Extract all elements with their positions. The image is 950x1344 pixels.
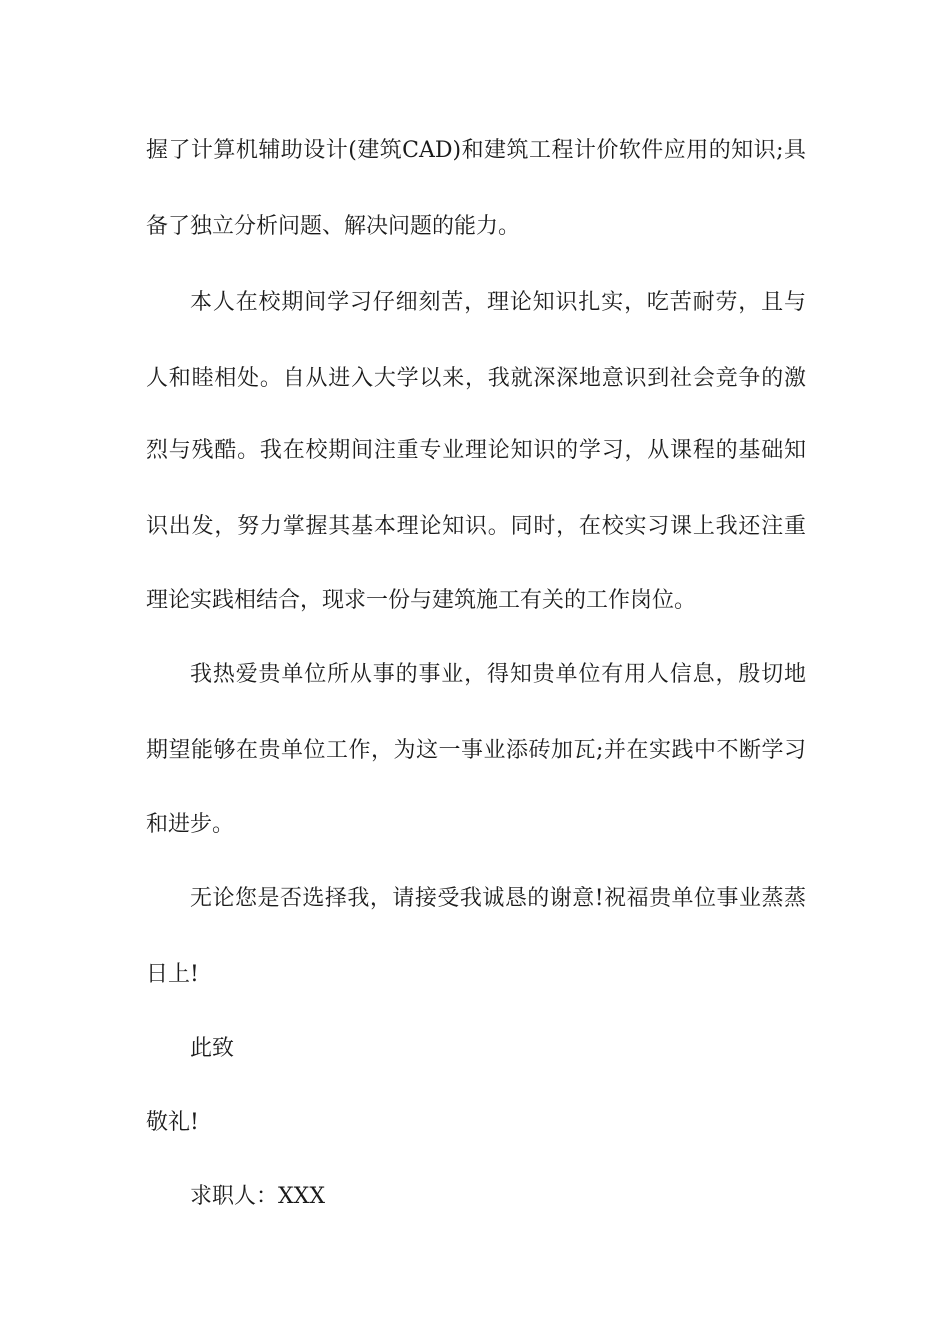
text-line-5: 烈与残酷。我在校期间注重专业理论知识的学习，从课程的基础知: [146, 438, 806, 463]
text-line-10: 和进步。: [146, 812, 235, 837]
text-line-4: 人和睦相处。自从进入大学以来，我就深深地意识到社会竞争的激: [146, 366, 806, 391]
text-line-3: 本人在校期间学习仔细刻苦，理论知识扎实，吃苦耐劳，且与: [190, 290, 806, 315]
closing-salutation: 此致: [190, 1036, 235, 1061]
text-line-1: 握了计算机辅助设计(建筑CAD)和建筑工程计价软件应用的知识;具: [146, 138, 806, 163]
text-line-12: 日上!: [146, 962, 199, 987]
applicant-signature: 求职人：XXX: [190, 1184, 325, 1209]
text-line-8: 我热爱贵单位所从事的事业，得知贵单位有用人信息，殷切地: [190, 662, 806, 687]
text-line-9: 期望能够在贵单位工作，为这一事业添砖加瓦;并在实践中不断学习: [146, 738, 806, 763]
text-line-6: 识出发，努力掌握其基本理论知识。同时，在校实习课上我还注重: [146, 514, 806, 539]
text-line-7: 理论实践相结合，现求一份与建筑施工有关的工作岗位。: [146, 588, 697, 613]
text-line-2: 备了独立分析问题、解决问题的能力。: [146, 214, 521, 239]
text-line-11: 无论您是否选择我，请接受我诚恳的谢意!祝福贵单位事业蒸蒸: [190, 886, 806, 911]
closing-regards: 敬礼!: [146, 1110, 199, 1135]
